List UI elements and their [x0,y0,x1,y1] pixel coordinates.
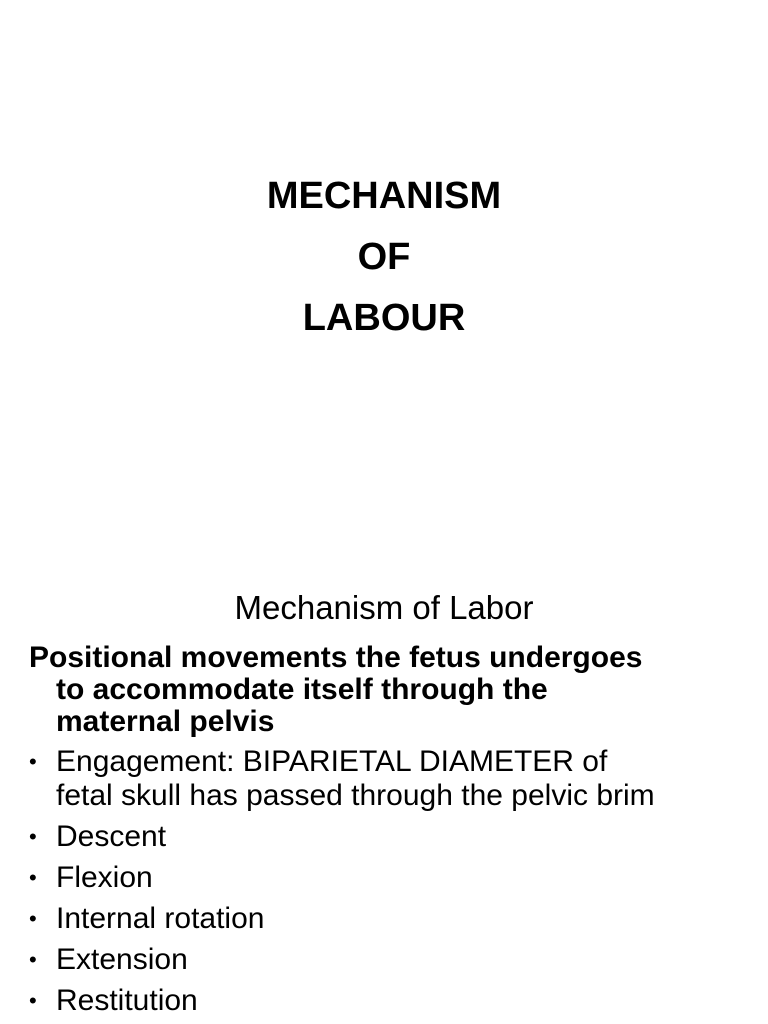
intro-paragraph [29,642,759,738]
bullet-icon: • [29,906,37,931]
list-item-text: Internal rotation [56,902,265,935]
intro-line: maternal pelvis [56,705,275,738]
list-item [29,745,759,813]
title-line: OF [357,236,411,278]
intro-line: Positional movements the fetus undergoes [29,641,643,674]
bullet-icon: • [29,947,37,972]
bullet-list [29,745,759,1024]
list-item-text: Engagement: BIPARIETAL DIAMETER of [56,745,608,778]
list-item-text: Flexion [56,861,153,894]
bullet-icon: • [29,824,37,849]
list-item-text: Descent [56,820,167,853]
list-item-text: Restitution [56,984,198,1017]
slide-title [0,166,768,349]
list-item [29,820,759,854]
intro-line: to accommodate itself through the [56,673,548,706]
list-item [29,943,759,977]
list-item-text: Extension [56,943,188,976]
slide-heading: Mechanism of Labor [234,589,534,626]
list-item-text: fetal skull has passed through the pelvic brim [56,779,655,812]
list-item [29,861,759,895]
title-line: LABOUR [302,297,466,339]
bullet-icon: • [29,988,37,1013]
list-item [29,902,759,936]
title-line: MECHANISM [266,175,502,217]
list-item [29,984,759,1018]
bullet-icon: • [29,749,37,774]
bullet-icon: • [29,865,37,890]
